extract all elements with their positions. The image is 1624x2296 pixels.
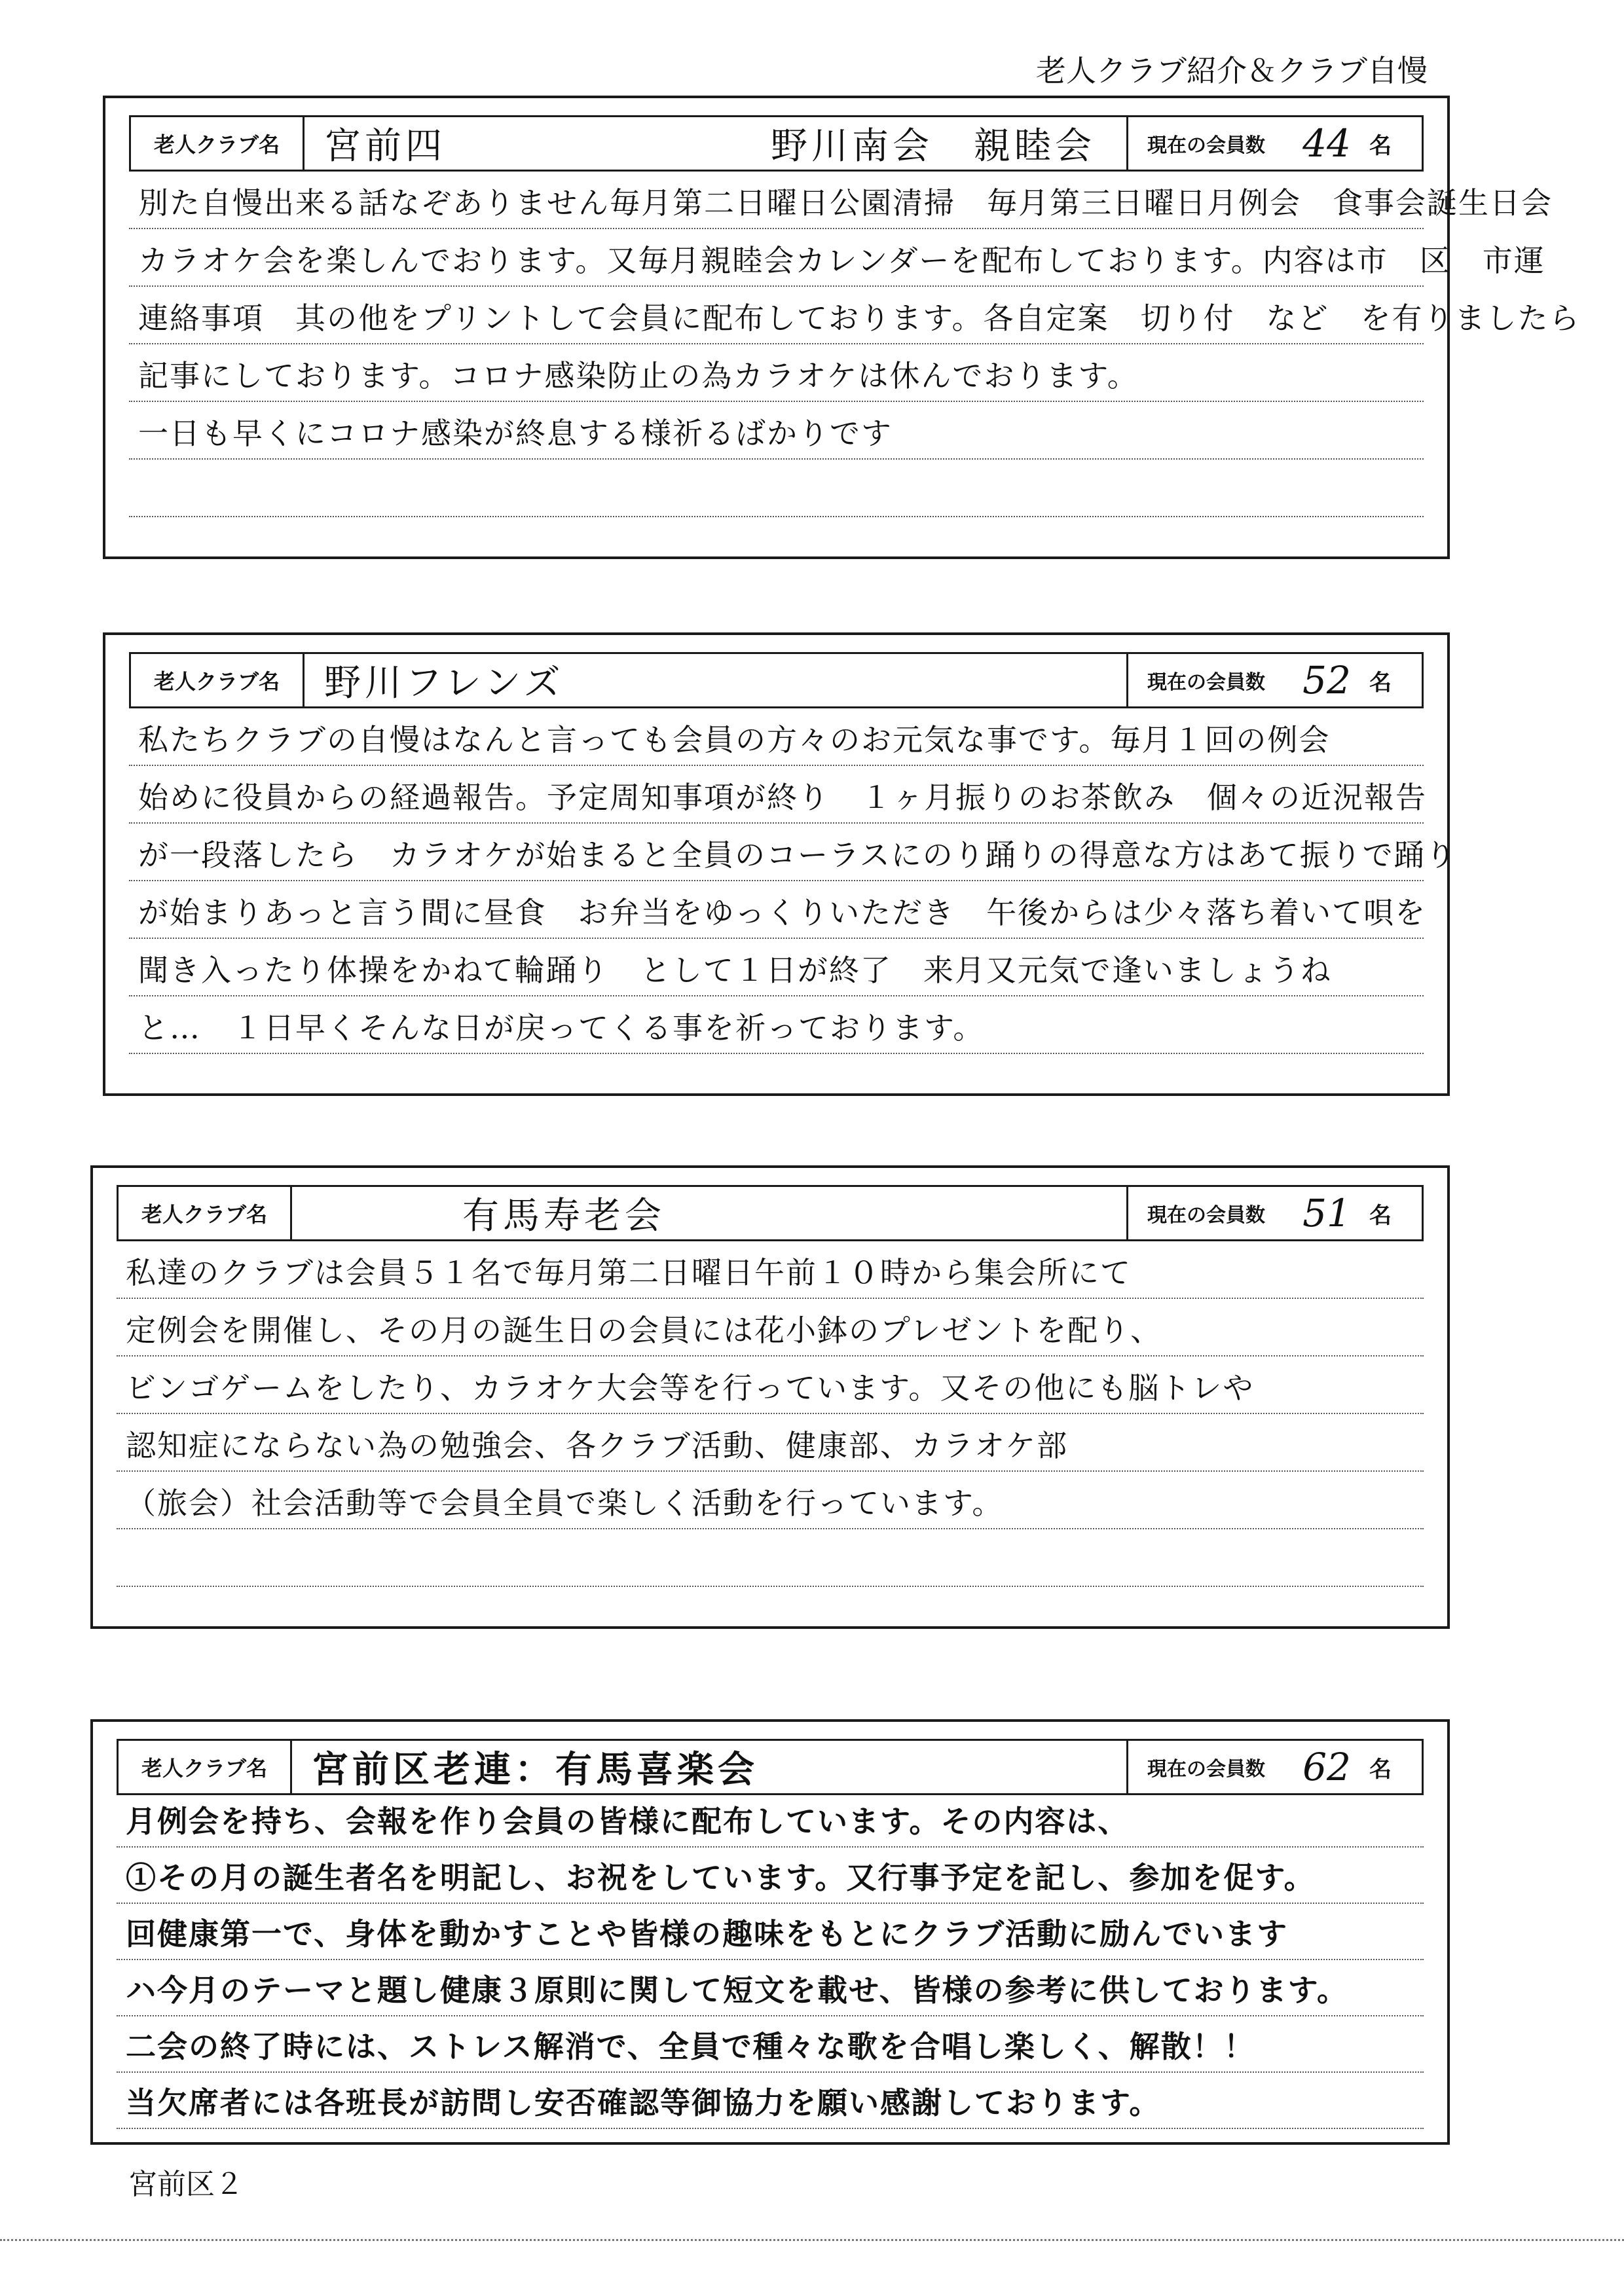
club-card-4 [90, 1719, 1450, 2145]
description-line: ①その月の誕生者名を明記し、お祝をしています。又行事予定を記し、参加を促す。 [117, 1848, 1424, 1904]
club-name-value: 宮前四 野川南会 親睦会 [324, 125, 1096, 168]
club-header-row [117, 1739, 1424, 1795]
description-line: カラオケ会を楽しんでおります。又毎月親睦会カレンダーを配布しております。内容は市 区 市運 [129, 229, 1424, 287]
club-name-value: 宮前区老連：有馬喜楽会 [312, 1748, 758, 1791]
club-description [129, 708, 1457, 1054]
description-line: 一日も早くにコロナ感染が終息する様祈るばかりです [129, 402, 1424, 460]
description-line: 私達のクラブは会員５１名で毎月第二日曜日午前１０時から集会所にて [117, 1241, 1424, 1299]
member-count-label: 現在の会員数 [1126, 117, 1284, 170]
club-header-row [129, 652, 1424, 708]
description-line: 私たちクラブの自慢はなんと言っても会員の方々のお元気な事です。毎月１回の例会 [129, 708, 1424, 766]
description-line: ハ今月のテーマと題し健康３原則に関して短文を載せ、皆様の参考に供しております。 [117, 1960, 1424, 2016]
description-line: と… １日早くそんな日が戻ってくる事を祈っております。 [129, 996, 1424, 1054]
description-line: 当欠席者には各班長が訪問し安否確認等御協力を願い感謝しております。 [117, 2073, 1424, 2129]
club-header-row [129, 115, 1424, 172]
description-line [117, 1529, 1424, 1587]
description-line: が一段落したら カラオケが始まると全員のコーラスにのり踊りの得意な方はあて振りで踊り [129, 824, 1424, 881]
member-count-value: 52 [1302, 658, 1351, 702]
description-line: 回健康第一で、身体を動かすことや皆様の趣味をもとにクラブ活動に励んでいます [117, 1904, 1424, 1960]
member-count-value: 62 [1302, 1745, 1351, 1789]
description-line: 別た自慢出来る話なぞありません毎月第二日曜日公園清掃 毎月第三日曜日月例会 食事会誕生日会 [129, 172, 1424, 229]
description-line: 聞き入ったり体操をかねて輪踊り として１日が終了 来月又元気で逢いましょうね [129, 939, 1424, 996]
description-line: 認知症にならない為の勉強会、各クラブ活動、健康部、カラオケ部 [117, 1414, 1424, 1472]
description-line: ビンゴゲームをしたり、カラオケ大会等を行っています。又その他にも脳トレや [117, 1357, 1424, 1414]
club-name-label: 老人クラブ名 [131, 654, 304, 706]
club-description [117, 1241, 1424, 1587]
club-description [117, 1791, 1424, 2129]
club-card-2 [103, 632, 1457, 1096]
description-line: 月例会を持ち、会報を作り会員の皆様に配布しています。その内容は、 [117, 1791, 1424, 1848]
club-description [129, 172, 1581, 517]
description-line: が始まりあっと言う間に昼食 お弁当をゆっくりいただき 午後からは少々落ち着いて唄を [129, 881, 1424, 939]
page-footer-label: 宮前区２ [128, 2168, 244, 2201]
member-count-unit: 名 [1369, 1756, 1392, 1783]
club-card-1 [103, 96, 1581, 559]
bottom-divider [0, 2239, 1624, 2241]
description-line: 始めに役員からの経過報告。予定周知事項が終り １ヶ月振りのお茶飲み 個々の近況報告 [129, 766, 1424, 824]
club-name-value: 野川フレンズ [324, 662, 564, 704]
page-title: 老人クラブ紹介＆クラブ自慢 [1036, 53, 1428, 88]
member-count-label: 現在の会員数 [1126, 1187, 1284, 1239]
club-name-label: 老人クラブ名 [119, 1187, 292, 1239]
club-name-value: 有馬寿老会 [462, 1195, 665, 1237]
club-card-3 [90, 1165, 1450, 1629]
member-count-value: 44 [1302, 121, 1351, 166]
description-line: 連絡事項 其の他をプリントして会員に配布しております。各自定案 切り付 など を有りましたら [129, 287, 1424, 344]
description-line: 記事にしております。コロナ感染防止の為カラオケは休んでおります。 [129, 344, 1424, 402]
description-line: 二会の終了時には、ストレス解消で、全員で種々な歌を合唱し楽しく、解散！！ [117, 2016, 1424, 2073]
member-count-unit: 名 [1369, 132, 1392, 159]
member-count-value: 51 [1302, 1191, 1351, 1235]
club-name-label: 老人クラブ名 [131, 117, 304, 170]
member-count-label: 現在の会員数 [1126, 1741, 1284, 1793]
club-name-label: 老人クラブ名 [119, 1741, 292, 1793]
member-count-unit: 名 [1369, 1202, 1392, 1229]
description-line [129, 460, 1424, 517]
club-header-row [117, 1185, 1424, 1241]
description-line: 定例会を開催し、その月の誕生日の会員には花小鉢のプレゼントを配り、 [117, 1299, 1424, 1357]
member-count-unit: 名 [1369, 669, 1392, 696]
member-count-label: 現在の会員数 [1126, 654, 1284, 706]
description-line: （旅会）社会活動等で会員全員で楽しく活動を行っています。 [117, 1472, 1424, 1529]
